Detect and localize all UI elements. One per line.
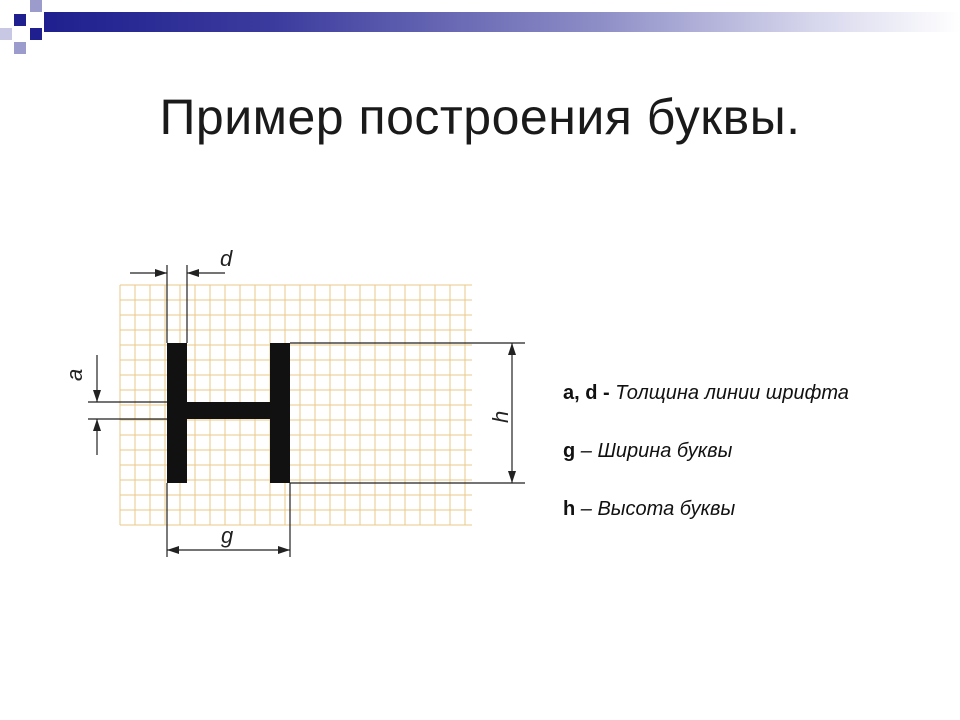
dimension-lines — [88, 265, 525, 557]
legend — [563, 382, 849, 556]
dimension-label-g: g — [221, 523, 234, 548]
dimension-label-d: d — [220, 246, 233, 271]
deco-square — [30, 0, 42, 12]
deco-square — [0, 28, 12, 40]
letter-construction-diagram — [40, 235, 560, 575]
dimension-label-a: a — [62, 368, 87, 381]
deco-square — [30, 28, 42, 40]
slide-header-decoration — [0, 0, 960, 60]
dimension-arrows — [93, 269, 516, 554]
legend-separator: – — [575, 440, 598, 462]
legend-item-width — [563, 440, 849, 498]
header-gradient-bar — [44, 12, 960, 32]
legend-separator: - — [597, 382, 616, 404]
legend-text: Высота буквы — [597, 498, 736, 520]
legend-key: h — [563, 498, 576, 520]
legend-item-height — [563, 498, 849, 556]
letter-crossbar — [187, 402, 270, 419]
legend-item-thickness — [563, 382, 849, 440]
legend-key: a, d — [563, 382, 598, 404]
deco-square — [14, 42, 26, 54]
dimension-label-h: h — [488, 410, 513, 423]
slide-title: Пример построения буквы. — [159, 89, 801, 145]
deco-square — [14, 14, 26, 26]
diagram-svg — [40, 235, 560, 575]
legend-text: Толщина линии шрифта — [615, 382, 849, 404]
legend-text: Ширина буквы — [597, 440, 733, 462]
letter-left-stem — [167, 343, 187, 483]
letter-right-stem — [270, 343, 290, 483]
legend-key: g — [563, 440, 576, 462]
legend-separator: – — [575, 498, 598, 520]
